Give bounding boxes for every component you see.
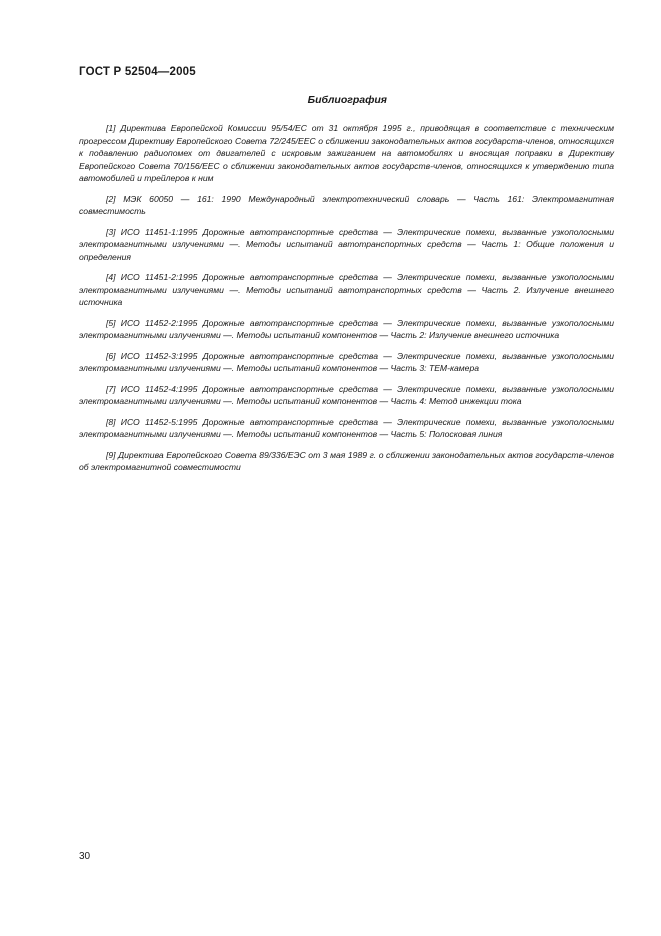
bibliography-entry: [7] ИСО 11452-4:1995 Дорожные автотранспортные средства — Электрические помехи, вызванные узкополосными электромагнитными излучениями —. Методы испытаний компонентов — Часть 4: Метод инжекции тока <box>79 383 614 406</box>
bibliography-entry: [9] Директива Европейского Совета 89/336/ЕЭС от 3 мая 1989 г. о сближении законодательных актов государств-членов об электромагнитной совместимости <box>79 449 614 472</box>
bibliography-entry: [8] ИСО 11452-5:1995 Дорожные автотранспортные средства — Электрические помехи, вызванные узкополосными электромагнитными излучениями —. Методы испытаний компонентов — Часть 5: Полосковая линия <box>79 416 614 439</box>
bibliography-entry: [6] ИСО 11452-3:1995 Дорожные автотранспортные средства — Электрические помехи, вызванные узкополосными электромагнитными излучениями —. Методы испытаний компонентов — Часть 3: ТЕМ-камера <box>79 350 614 373</box>
bibliography-entry: [1] Директива Европейской Комиссии 95/54/ЕС от 31 октября 1995 г., приводящая в соответствие с техническим прогрессом Директиву Европейского Совета 72/245/ЕЕС о сближении законодательных актов государств-членов, относящихся к подавлению радиопомех от двигателей с искровым зажиганием на автомобилях и вносящая поправки в Директиву Европейского Совета 70/156/ЕЕС о сближении законодательных актов государств-членов, относящихся к утверждению типа автомобилей и трейлеров к ним <box>79 123 614 183</box>
section-title: Библиография <box>307 94 387 106</box>
bibliography-list <box>79 122 614 482</box>
page-number: 30 <box>79 851 91 862</box>
bibliography-entry: [2] МЭК 60050 — 161: 1990 Международный электротехнический словарь — Часть 161: Электромагнитная совместимость <box>79 193 614 216</box>
bibliography-entry: [5] ИСО 11452-2:1995 Дорожные автотранспортные средства — Электрические помехи, вызванные узкополосными электромагнитными излучениями —. Методы испытаний компонентов — Часть 2: Излучение внешнего источника <box>79 317 614 340</box>
standard-code: ГОСТ Р 52504—2005 <box>79 66 196 78</box>
bibliography-entry: [4] ИСО 11451-2:1995 Дорожные автотранспортные средства — Электрические помехи, вызванные узкополосными электромагнитными излучениями —. Методы испытаний автотранспортных средств — Часть 2. Излучение внешнего источника <box>79 272 614 307</box>
bibliography-entry: [3] ИСО 11451-1:1995 Дорожные автотранспортные средства — Электрические помехи, вызванные узкополосными электромагнитными излучениями —. Методы испытаний автотранспортных средств — Часть 1: Общие положения и определения <box>79 226 614 262</box>
